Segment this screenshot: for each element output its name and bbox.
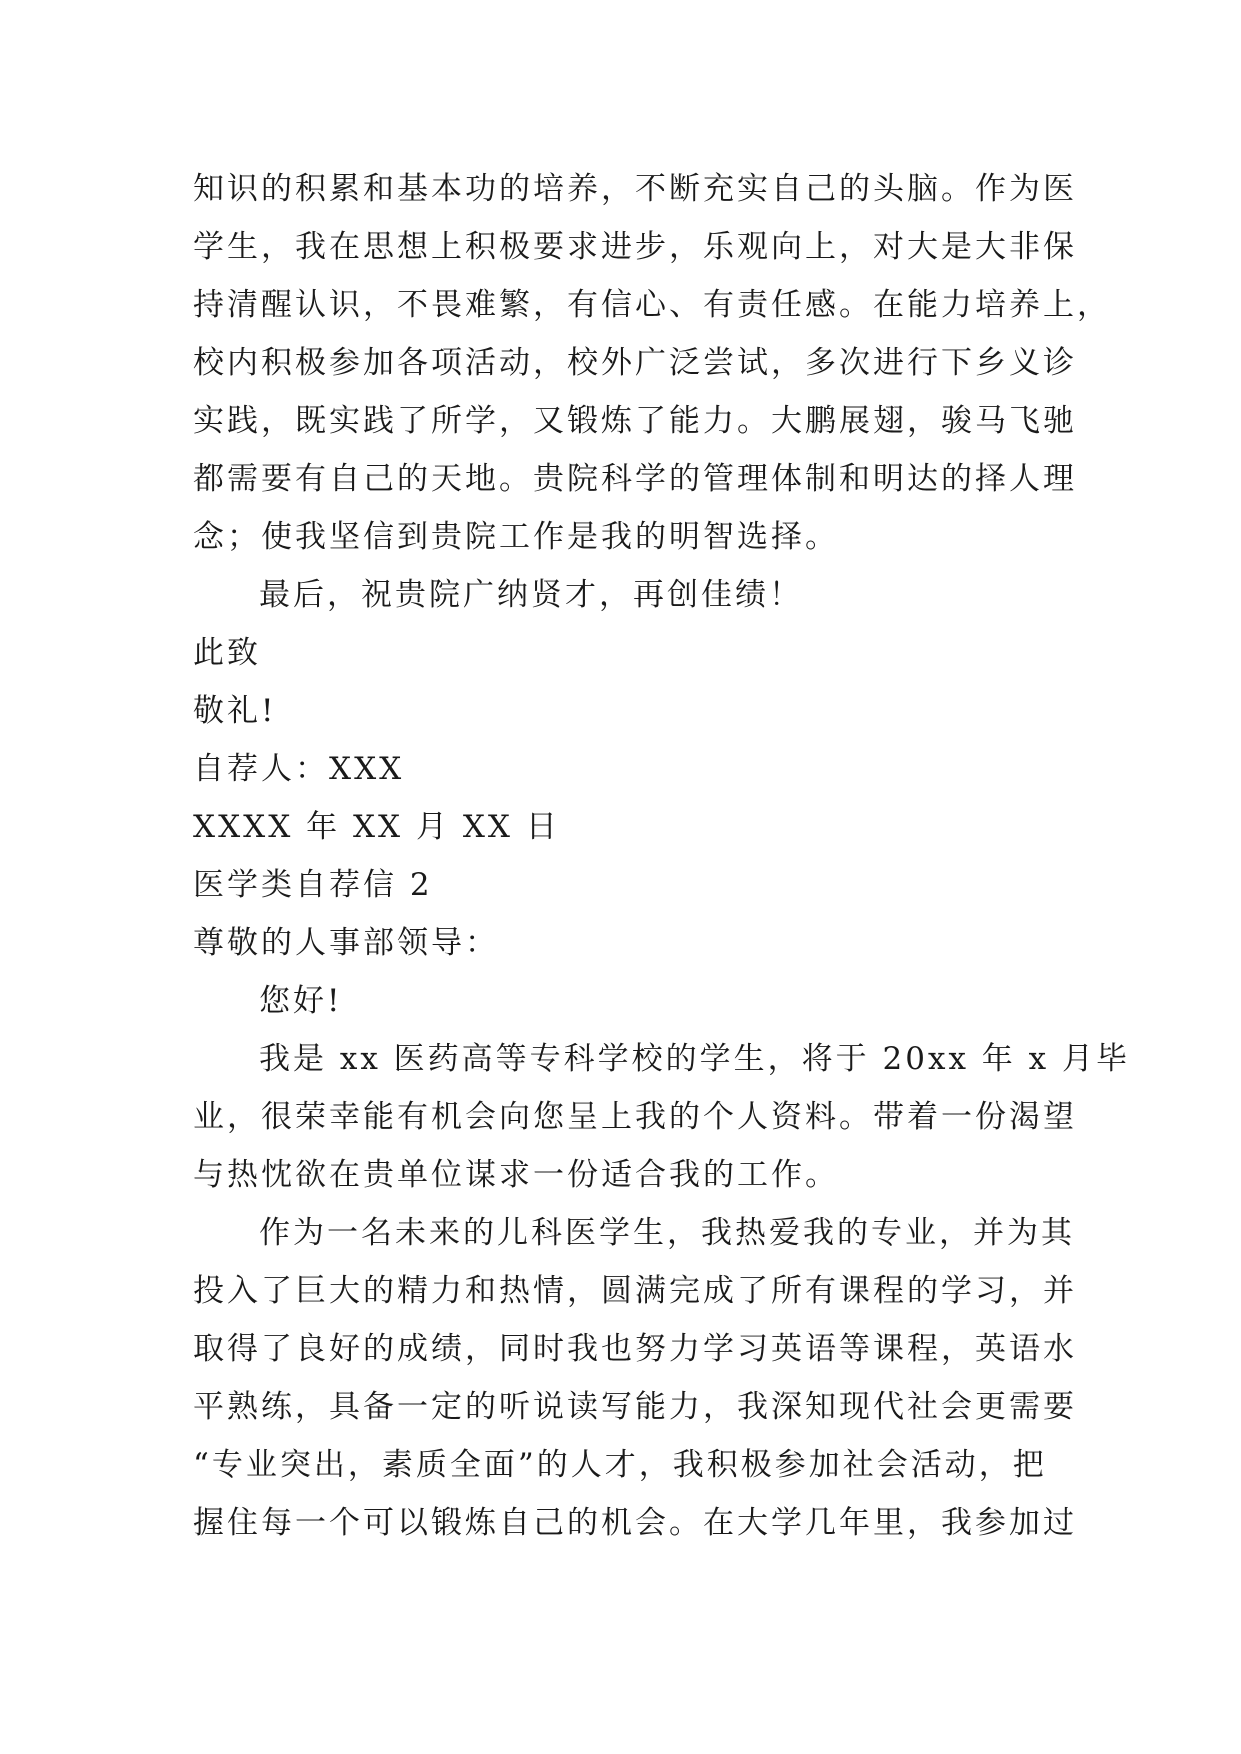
paragraph-line: 实践，既实践了所学，又锻炼了能力。大鹏展翅，骏马飞驰 [193, 403, 1077, 439]
paragraph-line: 作为一名未来的儿科医学生，我热爱我的专业，并为其 [259, 1215, 1075, 1251]
paragraph-line: 念；使我坚信到贵院工作是我的明智选择。 [193, 519, 839, 555]
paragraph-line: 取得了良好的成绩，同时我也努力学习英语等课程，英语水 [193, 1331, 1077, 1367]
salutation-jingli: 敬礼! [193, 693, 277, 729]
paragraph-line: 我是 xx 医药高等专科学校的学生，将于 20xx 年 x 月毕 [259, 1041, 1130, 1077]
paragraph-line: 业，很荣幸能有机会向您呈上我的个人资料。带着一份渴望 [193, 1099, 1077, 1135]
paragraph-line: 都需要有自己的天地。贵院科学的管理体制和明达的择人理 [193, 461, 1077, 497]
paragraph-line: 知识的积累和基本功的培养，不断充实自己的头脑。作为医 [193, 171, 1077, 207]
paragraph-line: 校内积极参加各项活动，校外广泛尝试，多次进行下乡义诊 [193, 345, 1077, 381]
greeting-line: 您好! [259, 983, 343, 1019]
date-line: XXXX 年 XX 月 XX 日 [193, 809, 560, 845]
paragraph-line: 平熟练，具备一定的听说读写能力，我深知现代社会更需要 [193, 1389, 1077, 1425]
paragraph-line: 持清醒认识，不畏难繁，有信心、有责任感。在能力培养上， [193, 287, 1111, 323]
paragraph-line: 握住每一个可以锻炼自己的机会。在大学几年里，我参加过 [193, 1505, 1077, 1541]
paragraph-line: “专业突出，素质全面”的人才，我积极参加社会活动，把 [193, 1447, 1047, 1483]
salutation-cizhi: 此致 [193, 635, 261, 671]
paragraph-line: 投入了巨大的精力和热情，圆满完成了所有课程的学习，并 [193, 1273, 1077, 1309]
paragraph-line: 学生，我在思想上积极要求进步，乐观向上，对大是大非保 [193, 229, 1077, 265]
addressee-line: 尊敬的人事部领导： [193, 925, 499, 961]
closing-wish: 最后，祝贵院广纳贤才，再创佳绩！ [259, 577, 803, 613]
letter-body [193, 160, 1130, 1552]
paragraph-line: 与热忱欲在贵单位谋求一份适合我的工作。 [193, 1157, 839, 1193]
signature-line: 自荐人：XXX [193, 751, 405, 787]
section-title: 医学类自荐信 2 [193, 867, 433, 903]
